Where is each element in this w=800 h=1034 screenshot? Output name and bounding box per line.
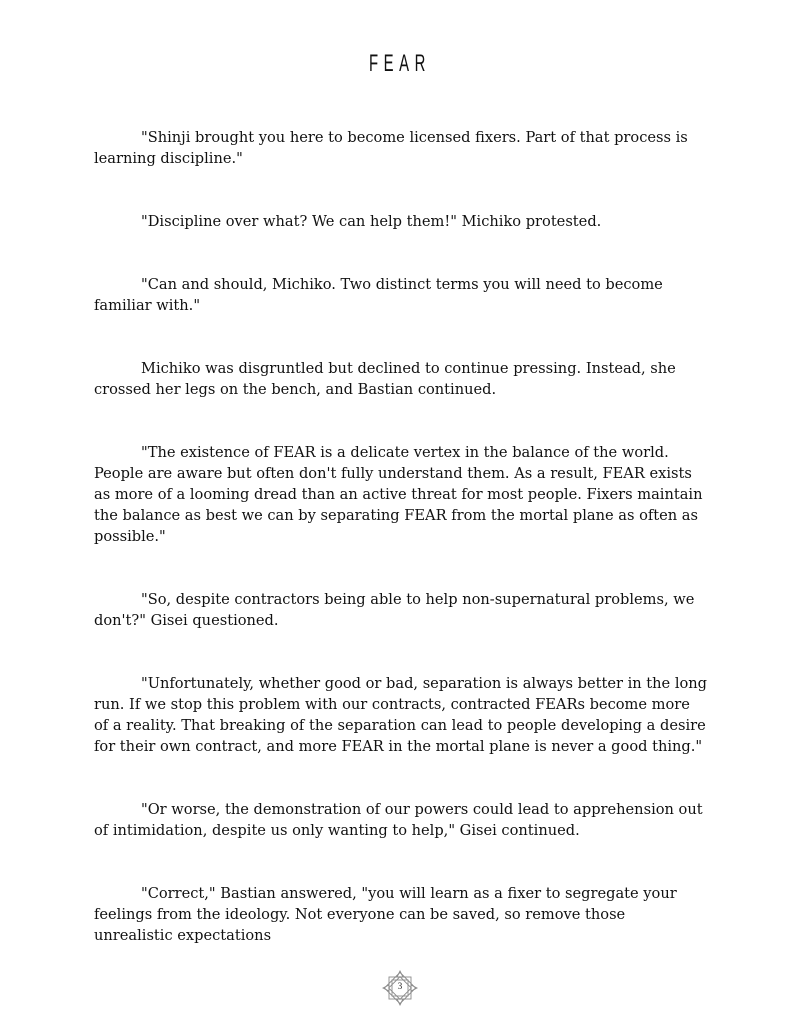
paragraph: "So, despite contractors being able to help non-supernatural problems, we don't?" Gisei questioned. bbox=[94, 591, 695, 629]
page-number: 3 bbox=[397, 981, 403, 991]
paragraph: "Unfortunately, whether good or bad, separation is always better in the long run. If we stop this problem with our contracts, contracted FEARs become more of a reality. That breaking of the separation can lead to people developing a desire for their own contract, and more FEAR in the mortal plane is never a good thing." bbox=[94, 675, 708, 755]
paragraph: "Correct," Bastian answered, "you will learn as a fixer to segregate your feelings from the ideology. Not everyone can be saved, so remove those unrealistic expectations bbox=[94, 885, 677, 944]
paragraph: "Can and should, Michiko. Two distinct terms you will need to become familiar with." bbox=[94, 276, 663, 314]
paragraph: "Discipline over what? We can help them!" Michiko protested. bbox=[141, 213, 602, 230]
paragraph: "Or worse, the demonstration of our powers could lead to apprehension out of intimidation, despite us only wanting to help," Gisei continued. bbox=[94, 801, 703, 839]
page-header-title: FEAR bbox=[368, 50, 431, 77]
paragraph: Michiko was disgruntled but declined to continue pressing. Instead, she crossed her legs on the bench, and Bastian continued. bbox=[94, 360, 676, 398]
paragraph: "Shinji brought you here to become licensed fixers. Part of that process is learning discipline." bbox=[94, 129, 688, 167]
paragraph: "The existence of FEAR is a delicate vertex in the balance of the world. People are aware but often don't fully understand them. As a result, FEAR exists as more of a looming dread than an active threat for most people. Fixers maintain the balance as best we can by separating FEAR from the mortal plane as often as possible." bbox=[94, 444, 703, 545]
page-number-badge bbox=[380, 968, 420, 1008]
body-text bbox=[94, 127, 708, 988]
